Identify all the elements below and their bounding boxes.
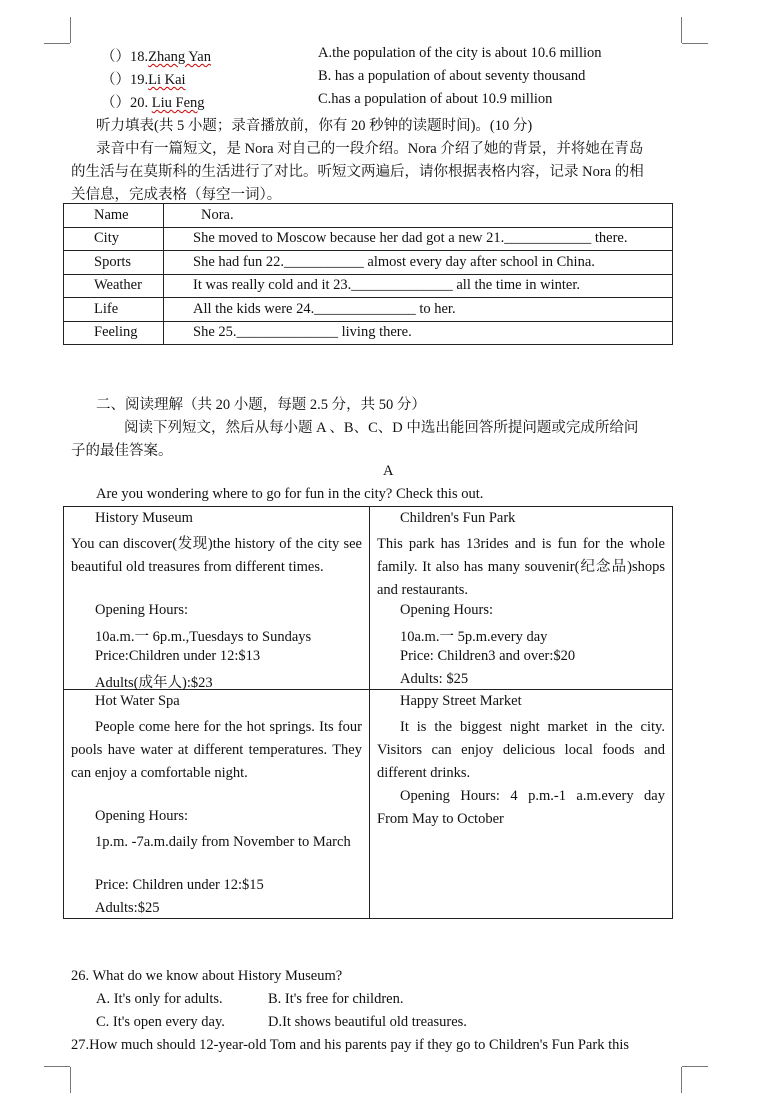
table-row [64,298,673,322]
history-museum-cell [64,507,370,690]
reading-instruction-line-2: 子的最佳答案。 [71,443,173,459]
row-label: Sports [64,251,164,275]
history-museum-price-adults: Adults(成年人):$23 [95,675,213,691]
hot-water-spa-desc: People come here for the hot springs. Its four pools have water at different temperatures. They can enjoy a comfortable night. [71,719,362,781]
reading-heading: 二、阅读理解（共 20 小题，每题 2.5 分，共 50 分） [96,397,426,413]
item-number: （）20. [101,95,152,111]
hot-water-spa-price-adults: Adults:$25 [95,900,160,916]
reading-instruction-line-1: 阅读下列短文，然后从每小题 A 、B、C、D 中选出能回答所提问题或完成所给问 [124,420,639,436]
crop-mark-bottom-right-v [681,1067,682,1093]
question-26-option-b: B. It's free for children. [268,991,404,1007]
fun-park-desc: This park has 13rides and is fun for the whole family. It also has many souvenir(纪念品)shops and restaurants. [377,536,665,598]
street-market-hours: Opening Hours: 4 p.m.-1 a.m.every day From May to October [377,788,665,827]
listening-heading: 听力填表(共 5 小题；录音播放前，你有 20 秒钟的读题时间)。(10 分) [96,118,533,134]
places-table [63,506,673,919]
crop-mark-top-left-v [70,17,71,43]
fun-park-price-children: Price: Children3 and over:$20 [400,648,576,664]
listening-intro-line-2: 的生活与在莫斯科的生活进行了对比。听短文两遍后，请你根据表格内容，记录 Nora 的相 [71,164,644,180]
history-museum-desc: You can discover(发现)the history of the city see beautiful old treasures from different times. [71,536,362,575]
question-27-stem: 27.How much should 12-year-old Tom and his parents pay if they go to Children's Fun Park this [71,1037,630,1053]
history-museum-hours-label: Opening Hours: [95,602,189,618]
row-label: Life [64,298,164,322]
listening-intro-line-1: 录音中有一篇短文，是 Nora 对自己的一段介绍。Nora 介绍了她的背景，并将她在青岛 [96,141,644,157]
hot-water-spa-hours: 1p.m. -7a.m.daily from November to March [95,834,351,850]
history-museum-title: History Museum [95,510,193,526]
history-museum-hours: 10a.m.一 6p.m.,Tuesdays to Sundays [95,629,312,645]
student-name: Liu Feng [151,95,205,111]
table-row [64,204,673,228]
table-row [64,690,673,919]
table-row [64,321,673,345]
question-26-option-d: D.It shows beautiful old treasures. [268,1014,467,1030]
matching-answer-c: C.has a population of about 10.9 million [318,91,553,107]
row-label: City [64,227,164,251]
passage-label: A [383,463,394,479]
fun-park-price-adults: Adults: $25 [400,671,469,687]
student-name: Zhang Yan [148,49,211,65]
crop-mark-bottom-left [44,1066,70,1067]
nora-info-table [63,203,673,345]
fun-park-hours: 10a.m.一 5p.m.every day [400,629,548,645]
fun-park-title: Children's Fun Park [400,510,516,526]
matching-item-19 [101,68,186,89]
crop-mark-top-right [682,43,708,44]
question-26-option-c: C. It's open every day. [96,1014,225,1030]
crop-mark-bottom-left-v [70,1067,71,1093]
street-market-desc: It is the biggest night market in the city. Visitors can enjoy delicious local foods and different drinks. [377,719,665,781]
row-value: All the kids were 24.______________ to her. [164,298,673,322]
crop-mark-top-left [44,43,70,44]
hot-water-spa-hours-label: Opening Hours: [95,808,189,824]
row-value: Nora. [164,204,673,228]
row-value: It was really cold and it 23.______________ all the time in winter. [164,274,673,298]
row-value: She had fun 22.___________ almost every day after school in China. [164,251,673,275]
matching-item-20 [101,91,205,112]
street-market-cell [370,690,673,919]
history-museum-price-children: Price:Children under 12:$13 [95,648,261,664]
row-label: Weather [64,274,164,298]
table-row [64,251,673,275]
table-row [64,227,673,251]
item-number: （）19. [101,72,149,88]
table-row [64,507,673,690]
item-number: （）18. [101,49,149,65]
matching-answer-a: A.the population of the city is about 10.6 million [318,45,602,61]
table-row [64,274,673,298]
row-value: She 25.______________ living there. [164,321,673,345]
hot-water-spa-title: Hot Water Spa [95,693,180,709]
student-name: Li Kai [148,72,186,88]
matching-answer-b: B. has a population of about seventy thousand [318,68,586,84]
passage-intro: Are you wondering where to go for fun in the city? Check this out. [96,486,484,502]
row-value: She moved to Moscow because her dad got a new 21.____________ there. [164,227,673,251]
fun-park-cell [370,507,673,690]
hot-water-spa-cell [64,690,370,919]
row-label: Name [64,204,164,228]
question-26-stem: 26. What do we know about History Museum? [71,968,343,984]
matching-item-18 [101,45,211,66]
question-26-option-a: A. It's only for adults. [96,991,223,1007]
listening-intro-line-3: 关信息，完成表格（每空一词）。 [71,187,282,203]
row-label: Feeling [64,321,164,345]
crop-mark-bottom-right [682,1066,708,1067]
crop-mark-top-right-v [681,17,682,43]
hot-water-spa-price-children: Price: Children under 12:$15 [95,877,264,893]
fun-park-hours-label: Opening Hours: [400,602,494,618]
street-market-title: Happy Street Market [400,693,522,709]
